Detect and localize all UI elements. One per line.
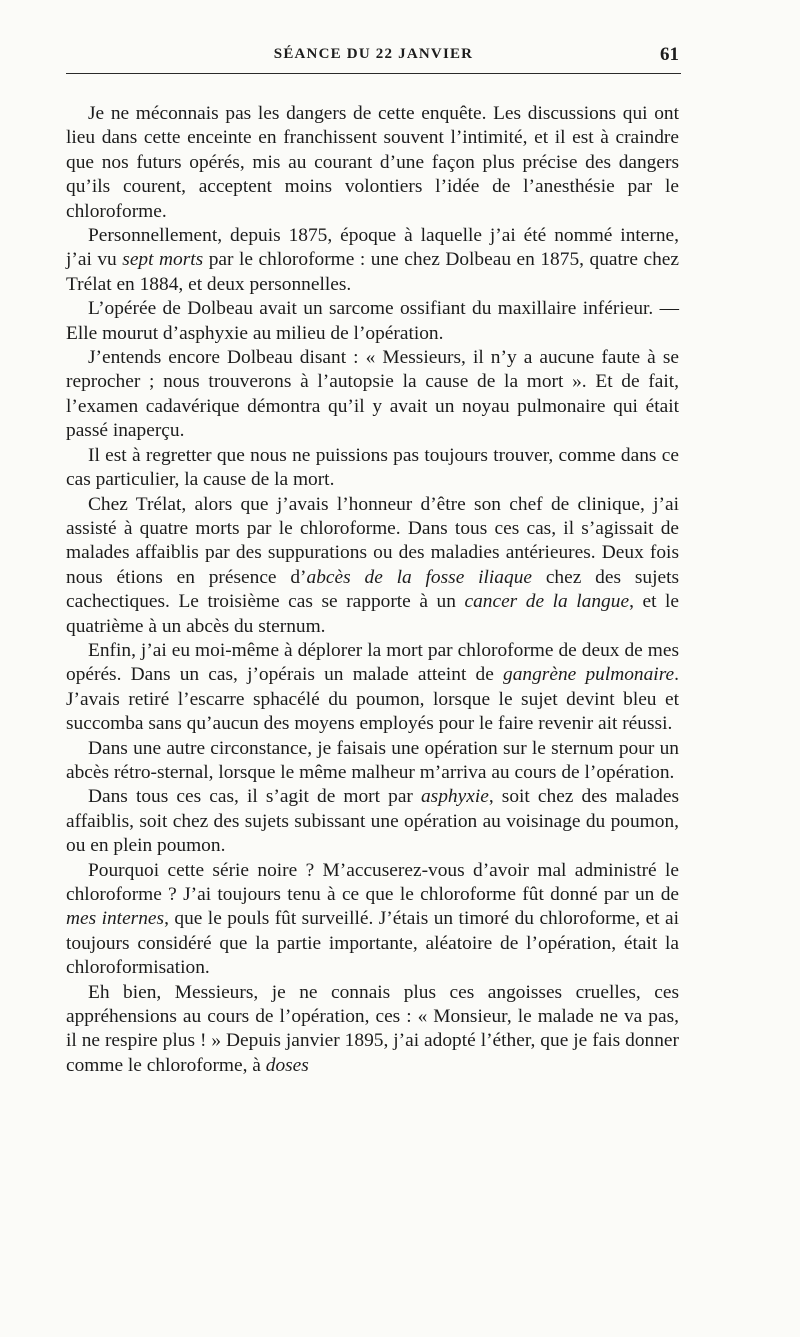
- italic-text: gangrène pulmonaire: [503, 664, 675, 686]
- paragraph: [66, 493, 679, 639]
- paragraph: [66, 102, 679, 224]
- italic-text: sept morts: [122, 249, 204, 271]
- page-header: [66, 46, 681, 72]
- paragraph: [66, 981, 679, 1079]
- paragraph: [66, 859, 679, 981]
- paragraph: [66, 737, 679, 786]
- text-run: , et le quatrième à un abcès du sternum.: [66, 591, 680, 637]
- text-run: Dans une autre circonstance, je faisais une opération sur le sternum pour un abcès rétro-sternal, lorsque le même malheur m’arriva au cours de l’opération.: [66, 737, 679, 783]
- text-run: par le chloroforme : une chez Dolbeau en 1875, quatre chez Trélat en 1884, et deux personnelles.: [66, 249, 679, 295]
- paragraph: [66, 346, 679, 444]
- text-run: , soit chez des malades affaiblis, soit chez des sujets subissant une opération au voisinage du poumon, ou en plein poumon.: [66, 786, 679, 857]
- paragraph: [66, 639, 679, 737]
- text-run: Enfin, j’ai eu moi-même à déplorer la mort par chloroforme de deux de mes opérés. Dans un cas, j’opérais un malade atteint de: [66, 639, 679, 686]
- paragraph: [66, 297, 679, 346]
- italic-text: abcès de la fosse iliaque: [306, 566, 532, 588]
- text-run: Chez Trélat, alors que j’avais l’honneur d’être son chef de clinique, j’ai assisté à quatre morts par le chloroforme. Dans tous ces cas, il s’agissait de malades affaiblis par des suppurations ou des maladies antérieures. Deux fois nous étions en présence d’: [66, 493, 679, 588]
- body-text: [66, 102, 679, 1078]
- paragraph: [66, 444, 679, 493]
- text-run: J’entends encore Dolbeau disant : « Messieurs, il n’y a aucune faute à se reprocher ; nous trouverons à l’autopsie la cause de la mort ». Et de fait, l’examen cadavérique démontra qu’il y avait un noyau pulmonaire qui était passé inaperçu.: [66, 347, 679, 442]
- italic-text: mes internes: [66, 908, 165, 930]
- text-run: . J’avais retiré l’escarre sphacélé du poumon, lorsque le sujet devint bleu et succomba sans qu’aucun des moyens employés pour le faire revenir ait réussi.: [66, 664, 679, 735]
- paragraph: [66, 224, 679, 297]
- italic-text: asphyxie: [420, 786, 489, 808]
- paragraph: [66, 785, 679, 858]
- text-run: L’opérée de Dolbeau avait un sarcome ossifiant du maxillaire inférieur. — Elle mourut d’asphyxie au milieu de l’opération.: [66, 298, 679, 344]
- text-run: chez des sujets cachectiques. Le troisième cas se rapporte à un: [66, 566, 680, 613]
- running-title: SÉANCE DU 22 JANVIER: [273, 46, 474, 62]
- header-rule: [66, 73, 681, 74]
- text-run: , que le pouls fût surveillé. J’étais un timoré du chloroforme, et ai toujours considéré que la partie importante, aléatoire de l’opération, était la chloroformisation.: [66, 908, 679, 979]
- text-run: Pourquoi cette série noire ? M’accuserez-vous d’avoir mal administré le chloroforme ? J’ai toujours tenu à ce que le chloroforme fût donné par un de: [66, 859, 679, 905]
- italic-text: cancer de la langue: [464, 591, 630, 613]
- italic-text: doses: [265, 1054, 309, 1076]
- text-run: Dans tous ces cas, il s’agit de mort par: [88, 786, 421, 808]
- page-number: 61: [660, 44, 679, 65]
- text-run: Il est à regretter que nous ne puissions pas toujours trouver, comme dans ce cas particulier, la cause de la mort.: [66, 444, 679, 491]
- text-run: Personnellement, depuis 1875, époque à laquelle j’ai été nommé interne, j’ai vu: [66, 225, 679, 271]
- text-run: Je ne méconnais pas les dangers de cette enquête. Les discussions qui ont lieu dans cette enceinte en franchissent souvent l’intimité, et il est à craindre que nos futurs opérés, mis au courant d’une façon plus précise des dangers qu’ils courent, acceptent moins volontiers l’idée de l’anesthésie par le chloroforme.: [66, 103, 679, 222]
- text-run: Eh bien, Messieurs, je ne connais plus ces angoisses cruelles, ces appréhensions au cours de l’opération, ces : « Monsieur, le malade ne va pas, il ne respire plus ! » Depuis janvier 1895, j’ai adopté l’éther, que je fais donner comme le chloroforme, à: [66, 981, 679, 1076]
